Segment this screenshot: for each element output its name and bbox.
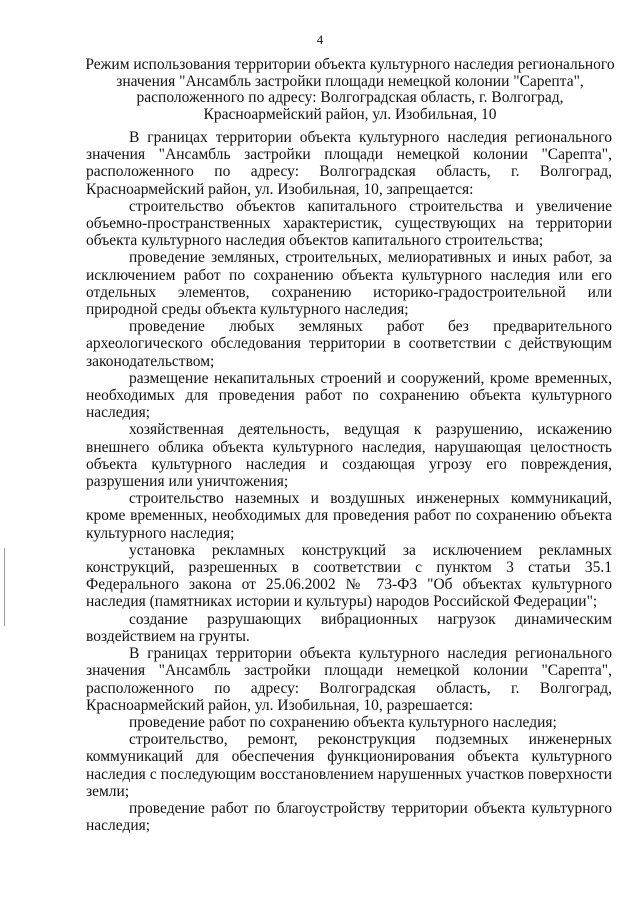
paragraph-prohibited-item: создание разрушающих вибрационных нагрузок динамическим воздействием на грунты. xyxy=(86,610,612,645)
paragraph-prohibited-item: проведение земляных, строительных, мелиоративных и иных работ, за исключением работ по сохранению объекта культурного наследия или его отдельных элементов, сохранению историко-градостроительной или природной среды объекта культурного наследия; xyxy=(86,249,612,319)
scan-margin-mark xyxy=(4,548,5,626)
paragraph-prohibited-item: размещение некапитальных строений и сооружений, кроме временных, необходимых для проведения работ по сохранению объекта культурного наследия; xyxy=(86,369,612,422)
paragraph-prohibited-intro: В границах территории объекта культурного наследия регионального значения "Ансамбль застройки площади немецкой колонии "Сарепта", расположенного по адресу: Волгоградская область, г. Волгоград, Красноармейский район, ул. Изобильная, 10, запрещается: xyxy=(86,129,612,198)
page-number: 4 xyxy=(316,32,324,47)
paragraph-prohibited-item: хозяйственная деятельность, ведущая к разрушению, искажению внешнего облика объекта культурного наследия, нарушающая целостность объекта культурного наследия и создающая угрозу его повреждения, разрушения или уничтожения; xyxy=(86,421,612,491)
paragraph-prohibited-item: строительство наземных и воздушных инженерных коммуникаций, кроме временных, необходимых для проведения работ по сохранению объекта культурного наследия; xyxy=(86,490,612,542)
paragraph-prohibited-item: строительство объектов капитального строительства и увеличение объемно-пространственных характеристик, существующих на территории объекта культурного наследия объектов капитального строительства; xyxy=(86,197,612,250)
document-body xyxy=(86,129,612,834)
paragraph-permitted-item: проведение работ по сохранению объекта культурного наследия; xyxy=(129,713,557,731)
paragraph-prohibited-item: проведение любых земляных работ без предварительного археологического обследования территории в соответствии с действующим законодательством; xyxy=(86,318,612,370)
paragraph-permitted-item: строительство, ремонт, реконструкция подземных инженерных коммуникаций для обеспечения функционирования объекта культурного наследия с последующим восстановлением нарушенных участков поверхности земли; xyxy=(86,731,612,800)
paragraph-prohibited-item: установка рекламных конструкций за исключением рекламных конструкций, разрешенных в соответствии с пунктом 3 статьи 35.1 Федерального закона от 25.06.2002 № 73-ФЗ "Об объектах культурного наследия (памятниках истории и культуры) народов Российской Федерации"; xyxy=(86,541,612,611)
paragraph-permitted-item: проведение работ по благоустройству территории объекта культурного наследия; xyxy=(86,799,612,835)
document-title: Режим использования территории объекта культурного наследия регионального значения "Ансамбль застройки площади немецкой колонии "Сарепта", расположенного по адресу: Волгоградская область, г. Волгоград, Красноармейский район, ул. Изобильная, 10 xyxy=(85,56,615,123)
paragraph-permitted-intro: В границах территории объекта культурного наследия регионального значения "Ансамбль застройки площади немецкой колонии "Сарепта", расположенного по адресу: Волгоградская область, г. Волгоград, Красноармейский район, ул. Изобильная, 10, разрешается: xyxy=(86,645,612,714)
